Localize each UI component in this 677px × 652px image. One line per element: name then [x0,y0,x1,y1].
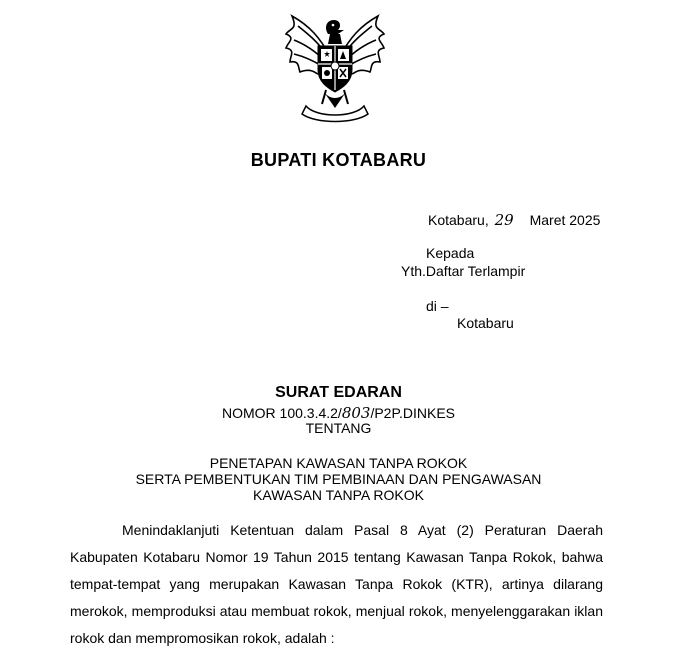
letter-type: SURAT EDARAN [275,384,402,401]
body-line: Menindaklanjuti Ketentuan dalam Pasal 8 Ayat (2) Peraturan Daerah [122,522,603,538]
date-day-handwritten: 29 [494,211,514,229]
date-month-year: Maret 2025 [529,212,601,228]
number-handwritten: 803 [341,404,371,422]
date-line [428,211,600,229]
date-place: Kotabaru, [428,212,489,228]
location: Kotabaru [457,315,514,331]
about-label: TENTANG [305,420,372,436]
office-title: BUPATI KOTABARU [250,150,427,170]
garuda-emblem [280,8,390,124]
subject-line-1: PENETAPAN KAWASAN TANPA ROKOK [209,455,468,471]
body-line: rokok dan mempromosikan rokok, adalah : [70,630,335,646]
subject-line-2: SERTA PEMBENTUKAN TIM PEMBINAAN DAN PENGAWASAN [135,471,542,487]
number-prefix: NOMOR 100.3.4.2/ [221,405,342,421]
subject-line-3: KAWASAN TANPA ROKOK [253,487,424,503]
recipient: Yth.Daftar Terlampir [401,263,526,279]
body-line: merokok, memproduksi atau membuat rokok, menjual rokok, menyelenggarakan iklan [70,603,603,619]
at-label: di – [426,298,449,314]
to-label: Kepada [426,245,475,261]
body-line: tempat-tempat yang merupakan Kawasan Tanpa Rokok (KTR), artinya dilarang [70,576,603,592]
body-line: Kabupaten Kotabaru Nomor 19 Tahun 2015 tentang Kawasan Tanpa Rokok, bahwa [70,549,603,565]
number-suffix: /P2P.DINKES [370,405,456,421]
body-paragraph [70,517,603,652]
